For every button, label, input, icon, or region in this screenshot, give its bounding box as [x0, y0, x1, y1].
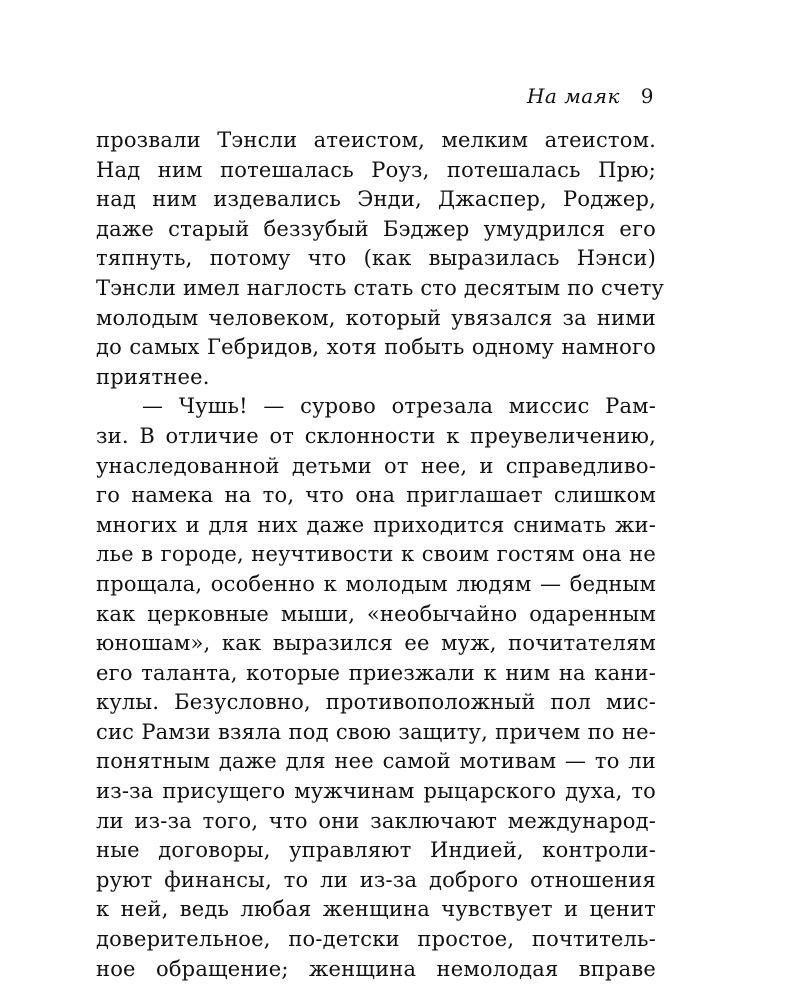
text-line: ное обращение; женщина немолодая вправе — [96, 956, 656, 981]
body-text — [96, 126, 665, 984]
text-line: доверительное, по-детски простое, почтитель- — [96, 927, 656, 952]
text-line: руют финансы, то ли из-за доброго отношения — [96, 867, 656, 892]
text-line: над ним издевались Энди, Джаспер, Роджер, — [96, 187, 656, 212]
text-line: из-за присущего мужчинам рыцарского духа, то — [96, 779, 656, 804]
text-line: го намека на то, что она приглашает слишком — [96, 483, 656, 508]
text-line: многих и для них даже приходится снимать жи- — [96, 512, 656, 537]
text-line: — Чушь! — сурово отрезала миссис Рам- — [142, 394, 656, 419]
text-line: как церковные мыши, «необычайно одаренным — [96, 601, 656, 626]
text-line: понятным даже для нее самой мотивам — то ли — [96, 749, 656, 774]
text-line: молодым человеком, который увязался за ними — [96, 305, 656, 330]
text-line: Над ним потешалась Роуз, потешалась Прю; — [96, 157, 656, 182]
text-line: прощала, особенно к молодым людям — бедным — [96, 571, 656, 596]
running-head — [527, 84, 654, 108]
page-number: 9 — [640, 84, 654, 108]
text-line: унаследованной детьми от нее, и справедливо- — [96, 453, 656, 478]
text-line: кулы. Безусловно, противоположный пол мис- — [96, 690, 656, 715]
text-line: Тэнсли имел наглость стать сто десятым по счету — [96, 275, 665, 300]
text-line: юношам», как выразился ее муж, почитателям — [96, 631, 656, 656]
running-head-title: На маяк — [526, 84, 620, 108]
text-line: до самых Гебридов, хотя побыть одному намного — [96, 335, 656, 360]
text-line: его таланта, которые приезжали к ним на кани- — [96, 660, 656, 685]
text-line: прозвали Тэнсли атеистом, мелким атеистом. — [96, 128, 656, 152]
text-line: даже старый беззубый Бэджер умудрился его — [96, 216, 656, 241]
text-line: к ней, ведь любая женщина чувствует и ценит — [96, 897, 656, 922]
text-line: тяпнуть, потому что (как выразилась Нэнси) — [96, 246, 656, 271]
text-line: зи. В отличие от склонности к преувеличению, — [96, 423, 656, 448]
text-line: сис Рамзи взяла под свою защиту, причем по не- — [96, 719, 656, 744]
text-line: ли из-за того, что они заключают международ- — [96, 808, 656, 833]
text-line: ные договоры, управляют Индией, контроли- — [96, 838, 656, 863]
text-line: лье в городе, неучтивости к своим гостям она не — [96, 542, 656, 567]
text-line: приятнее. — [96, 364, 210, 389]
